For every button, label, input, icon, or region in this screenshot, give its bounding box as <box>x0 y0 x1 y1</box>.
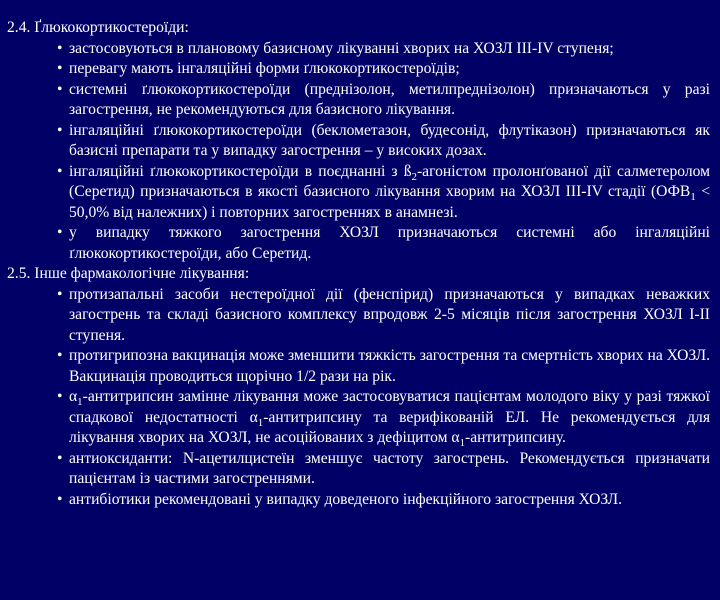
list-item-text: застосовуються в плановому базисному лікуванні хворих на ХОЗЛ ІІІ-IV ступеня; <box>69 39 614 57</box>
list-item-text: антибіотики рекомендовані у випадку доведеного інфекційного загострення ХОЗЛ. <box>69 490 623 508</box>
subscript: 1 <box>77 396 83 409</box>
list-item <box>7 346 710 387</box>
text-fragment: < 50,0% від належних) і повторних загостреннях в анамнезі. <box>69 183 710 221</box>
list-item-text: перевагу мають інгаляційні форми ґлюкокортикостероїдів; <box>69 60 460 77</box>
list-item <box>7 387 710 449</box>
subscript: 1 <box>257 416 264 429</box>
list-item <box>7 59 710 80</box>
bullet-icon: • <box>57 39 63 57</box>
glucocorticosteroids-list <box>7 39 710 265</box>
list-item <box>7 223 710 264</box>
other-treatment-list <box>7 285 710 511</box>
list-item <box>7 162 710 224</box>
subscript: 2 <box>411 170 417 183</box>
list-item <box>7 121 710 162</box>
text-fragment: -антитрипсин замінне лікування може застосовуватися пацієнтам молодого віку у разі тяжкої спадкової недостатності <box>69 388 710 426</box>
bullet-icon: • <box>57 80 63 98</box>
list-item-text <box>69 388 710 450</box>
list-item <box>7 285 710 347</box>
subscript: 1 <box>690 191 696 204</box>
list-item-text: протизапальні засоби нестероїдної дії (фенспірид) призначаються у випадках неважких загострень та складі базисного комплексу впродовж 2-5 місяців після загострення ХОЗЛ І-ІІ ступеня. <box>69 285 710 344</box>
list-item-text: протигрипозна вакцинація може зменшити тяжкість загострення та смертність хворих на ХОЗЛ. Вакцинація проводиться щорічно 1/2 рази на рік. <box>69 347 710 385</box>
bullet-icon: • <box>57 60 63 77</box>
list-item-text: антиоксиданти: N-ацетилцистеїн зменшує частоту загострень. Рекомендується призначати пацієнтам із частими загостреннями. <box>69 449 710 487</box>
text-fragment: -агоністом пролонґованої дії салметеролом (Серетид) призначаються в якості базисного лікування хворим на ХОЗЛ ІІІ-IV стадії (ОФВ <box>69 162 710 200</box>
alpha-symbol: α <box>249 408 258 426</box>
bullet-icon: • <box>57 285 63 303</box>
alpha-symbol: α <box>69 388 78 405</box>
list-item <box>7 449 710 490</box>
alpha-symbol: α <box>451 429 460 446</box>
bullet-icon: • <box>57 162 63 180</box>
section-heading-other-pharmacological: 2.5. Інше фармакологічне лікування: <box>7 265 250 282</box>
text-fragment: -антитрипсину. <box>465 429 566 446</box>
text-fragment: інгаляційні ґлюкокортикостероїди в поєднанні з ß <box>69 162 412 180</box>
bullet-icon: • <box>57 347 63 364</box>
bullet-icon: • <box>57 224 63 241</box>
list-item <box>7 39 710 60</box>
list-item-text: інгаляційні ґлюкокортикостероїди (беклометазон, будесонід, флутіказон) призначаються як базисні препарати та у випадку загострення – у високих дозах. <box>69 121 710 159</box>
section-heading-glucocorticosteroids: 2.4. Ґлюкокортикостероїди: <box>7 19 189 36</box>
bullet-icon: • <box>57 388 63 405</box>
bullet-icon: • <box>57 449 63 467</box>
text-fragment: -антитрипсину та верифікованій ЕЛ. Не рекомендується для лікування хворих на ХОЗЛ, не асоційованих з дефіцитом <box>69 408 710 446</box>
list-item-text: у випадку тяжкого загострення ХОЗЛ призначаються системні або інгаляційні ґлюкокортикостероїди, або Серетид. <box>69 224 710 262</box>
list-item-text <box>69 163 710 221</box>
list-item <box>7 490 710 511</box>
list-item-text: системні ґлюкокортикостероїди (преднізолон, метилпреднізолон) призначаються у разі загострення, не рекомендуються для базисного лікування. <box>69 80 710 118</box>
subscript: 1 <box>459 437 466 450</box>
bullet-icon: • <box>57 121 63 139</box>
bullet-icon: • <box>57 490 63 508</box>
list-item <box>7 80 710 121</box>
